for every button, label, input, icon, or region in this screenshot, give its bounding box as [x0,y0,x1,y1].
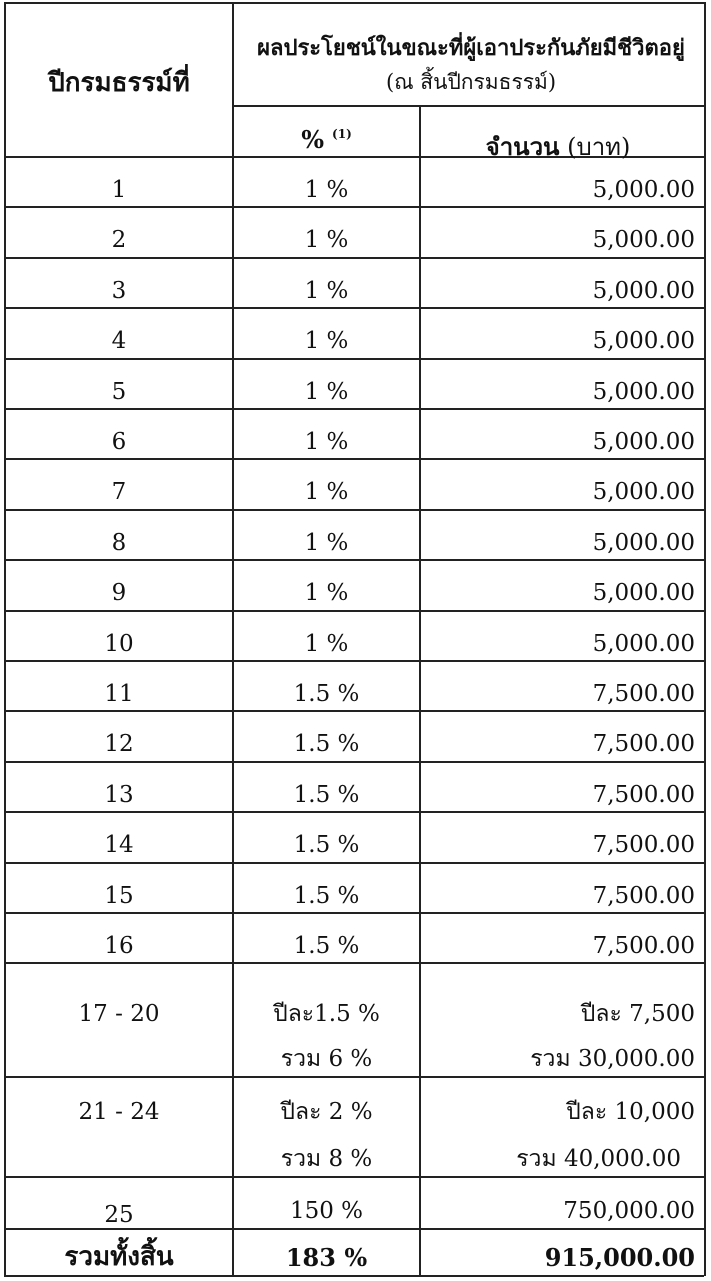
year-cell: 11 [104,681,134,707]
table-bottom-border [4,1275,704,1277]
amount-cell: ปีละ 10,000 [566,1099,695,1125]
row-divider [4,962,704,964]
amount-cell: 5,000.00 [592,277,695,304]
amount-cell: 5,000.00 [592,529,695,556]
year-cell: 2 [111,227,127,254]
header-divider [234,105,704,107]
year-cell: 25 [104,1202,134,1228]
row-divider [4,660,704,662]
amount-cell: 7,500.00 [592,731,695,758]
row-divider [4,710,704,712]
percent-column-header [234,125,419,154]
amount-cell: 5,000.00 [592,227,695,254]
percent-cell: 1 % [304,328,349,355]
percent-cell: 1.5 % [293,933,360,959]
year-cell: 1 [111,177,127,203]
row-divider [4,862,704,864]
percent-cell: 1.5 % [293,832,360,859]
amount-cell: 7,500.00 [592,882,695,909]
percent-total-cell: รวม 6 % [280,1046,373,1072]
year-cell: 9 [111,580,127,607]
percent-header-label: % [301,125,325,154]
year-cell: 21 - 24 [78,1099,160,1125]
year-cell: 6 [111,429,127,455]
percent-cell: 1 % [304,630,349,657]
year-cell: 8 [111,529,127,556]
row-divider [4,307,704,309]
row-divider [4,912,704,914]
row-divider [4,1176,704,1178]
benefit-header-title: ผลประโยชน์ในขณะที่ผู้เอาประกันภัยมีชีวิตอยู่ [257,35,685,61]
year-cell: 16 [104,933,134,959]
row-divider [4,509,704,511]
amount-cell: 5,000.00 [592,580,695,607]
percent-cell: 1 % [304,378,349,405]
row-divider [4,206,704,208]
percent-cell: 1.5 % [293,681,360,707]
year-cell: 13 [104,781,134,808]
row-divider [4,257,704,259]
amount-cell: 7,500.00 [592,832,695,859]
amount-cell: 7,500.00 [592,933,695,959]
row-divider [4,358,704,360]
amount-column-header [421,127,695,166]
year-cell: 12 [104,731,134,758]
percent-cell: ปีละ 2 % [280,1099,373,1125]
row-divider [4,811,704,813]
row-divider [4,1228,704,1230]
percent-cell: 1 % [304,479,349,506]
row-divider [4,610,704,612]
amount-cell: 5,000.00 [592,177,695,203]
amount-cell: 7,500.00 [592,681,695,707]
year-cell: 10 [104,630,134,657]
year-cell: 5 [111,378,127,405]
percent-cell: 1 % [304,177,349,203]
amount-cell: ปีละ 7,500 [580,1001,695,1027]
percent-total-cell: รวม 8 % [280,1146,373,1172]
year-cell: 7 [111,479,127,506]
percent-cell: ปีละ1.5 % [273,1001,380,1027]
row-divider [4,1076,704,1078]
year-cell: 3 [111,277,127,304]
percent-cell: 1 % [304,529,349,556]
amount-total-cell: รวม 40,000.00 [516,1146,681,1172]
year-cell: 14 [104,832,134,859]
percent-cell: 1 % [304,580,349,607]
year-cell: 17 - 20 [78,1001,160,1027]
percent-cell: 1.5 % [293,882,360,909]
row-divider [4,559,704,561]
amount-header-unit: (บาท) [567,133,631,161]
percent-cell: 1.5 % [293,731,360,758]
amount-cell: 5,000.00 [592,429,695,455]
row-divider [4,458,704,460]
percent-cell: 1 % [304,227,349,254]
percent-cell: 1 % [304,429,349,455]
amount-header-label: จำนวน [485,132,560,161]
benefit-header-subtitle: (ณ สิ้นปีกรมธรรม์) [385,70,557,94]
row-divider [4,408,704,410]
amount-cell: 750,000.00 [563,1198,695,1224]
total-percent: 183 % [285,1243,368,1272]
year-cell: 15 [104,882,134,909]
percent-cell: 1.5 % [293,781,360,808]
year-cell: 4 [111,328,127,355]
total-label: รวมทั้งสิ้น [64,1242,174,1272]
percent-cell: 150 % [289,1198,364,1224]
amount-total-cell: รวม 30,000.00 [530,1046,695,1072]
row-divider [4,761,704,763]
footnote-marker: (1) [332,127,352,141]
year-column-header: ปีกรมธรรม์ที่ [48,68,190,98]
table-top-border [4,2,704,4]
total-amount: 915,000.00 [544,1243,695,1272]
amount-cell: 5,000.00 [592,378,695,405]
amount-cell: 5,000.00 [592,328,695,355]
amount-cell: 5,000.00 [592,479,695,506]
amount-cell: 5,000.00 [592,630,695,657]
amount-cell: 7,500.00 [592,781,695,808]
percent-cell: 1 % [304,277,349,304]
table-right-border [704,2,706,1276]
